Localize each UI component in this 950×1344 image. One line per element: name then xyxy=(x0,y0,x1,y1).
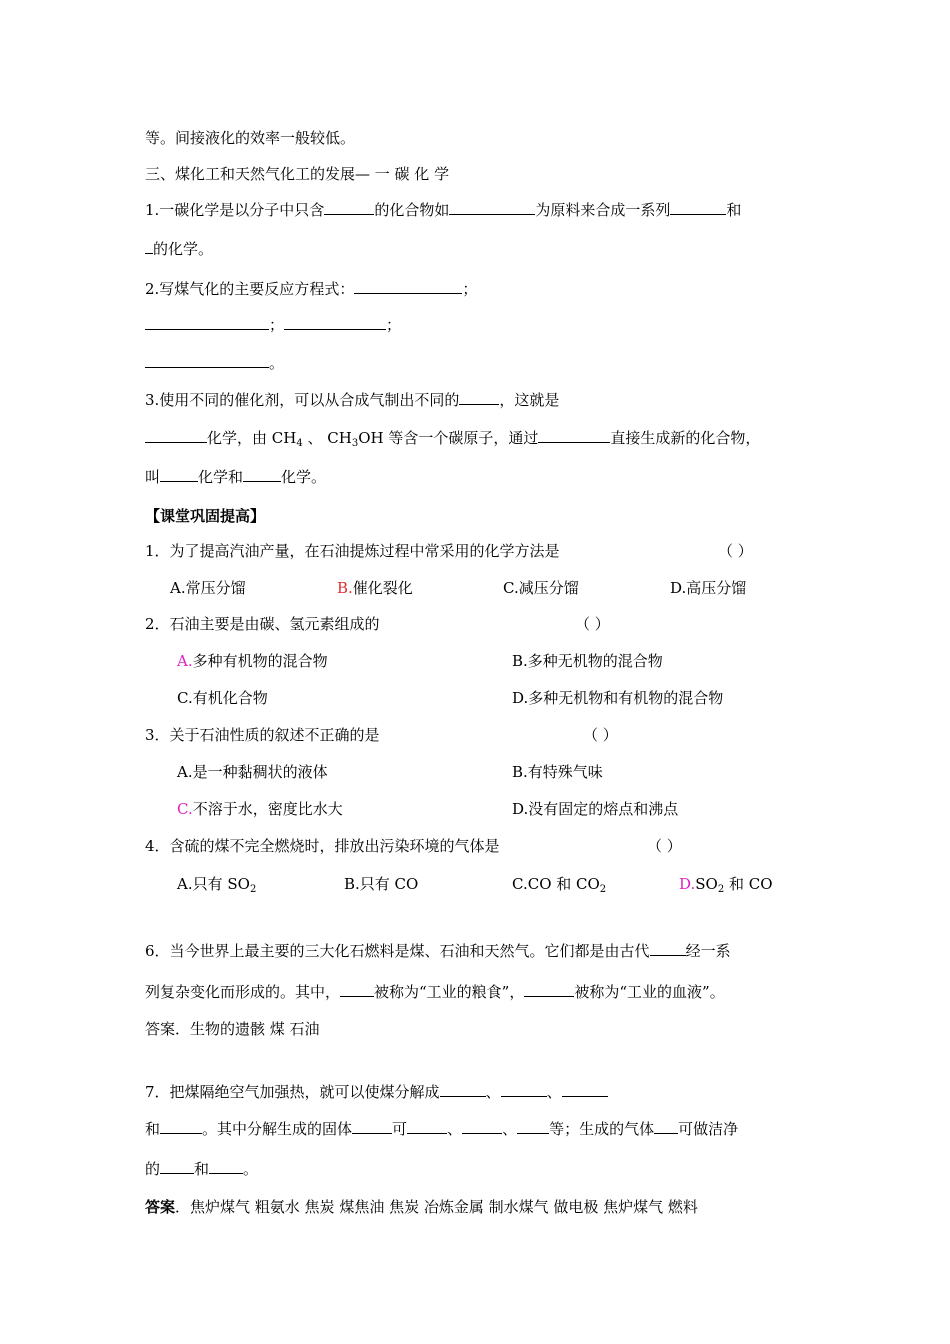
blank xyxy=(160,1159,194,1174)
blank xyxy=(243,467,281,482)
question-2-line-1: 2.写煤气化的主要反应方程式： ； xyxy=(145,280,478,298)
mc-question-4-stem: 4．含硫的煤不完全燃烧时，排放出污染环境的气体是 xyxy=(145,837,500,855)
blank xyxy=(145,239,153,254)
mc-3-option-c: C.不溶于水，密度比水大 xyxy=(177,800,343,818)
mc-1-option-c: C.减压分馏 xyxy=(503,579,579,597)
blank xyxy=(145,428,207,443)
blank xyxy=(501,1082,547,1097)
intro-line: 等。间接液化的效率一般较低。 xyxy=(145,129,356,147)
blank xyxy=(354,279,462,294)
question-7-answer: 答案．焦炉煤气 粗氨水 焦炭 煤焦油 焦炭 冶炼金属 制水煤气 做电极 焦炉煤气 燃料 xyxy=(145,1198,698,1216)
mc-2-option-a: A.多种有机物的混合物 xyxy=(177,652,328,670)
mc-4-option-c: C.CO 和 $CO_2$ xyxy=(512,875,607,895)
question-2-line-3: 。 xyxy=(145,353,284,373)
blank xyxy=(160,1119,202,1134)
blank xyxy=(449,200,535,215)
answer-parenthesis: （ ） xyxy=(718,542,753,560)
blank xyxy=(407,1119,447,1134)
question-6-answer: 答案．生物的遗骸 煤 石油 xyxy=(145,1020,320,1038)
mc-3-option-d: D.没有固定的熔点和沸点 xyxy=(512,800,679,818)
answer-parenthesis: （ ） xyxy=(583,726,618,744)
mc-2-option-b: B.多种无机物的混合物 xyxy=(512,652,663,670)
blank xyxy=(538,428,610,443)
blank xyxy=(145,353,269,368)
blank xyxy=(654,1119,678,1134)
question-7-line-1: 7．把煤隔绝空气加强热，就可以使煤分解成 、 、 xyxy=(145,1082,608,1102)
blank xyxy=(324,200,374,215)
question-2-line-2: ； ； xyxy=(145,315,401,335)
mc-1-option-b: B.催化裂化 xyxy=(337,579,413,597)
blank xyxy=(670,200,726,215)
blank xyxy=(145,315,269,330)
section-header: 【课堂巩固提高】 xyxy=(145,507,266,525)
mc-question-2-stem: 2．石油主要是由碳、氢元素组成的 xyxy=(145,615,380,633)
blank xyxy=(352,1119,392,1134)
question-6-line-1: 6．当今世界上最主要的三大化石燃料是煤、石油和天然气。它们都是由古代 经一系 xyxy=(145,942,731,960)
mc-1-option-d: D.高压分馏 xyxy=(670,579,747,597)
blank xyxy=(524,982,574,997)
mc-4-option-a: A.只有 $SO_2$ xyxy=(177,875,257,895)
mc-3-option-b: B.有特殊气味 xyxy=(512,763,603,781)
mc-question-3-stem: 3．关于石油性质的叙述不正确的是 xyxy=(145,726,380,744)
blank xyxy=(160,467,198,482)
mc-4-option-d: $D.SO_2$ 和 CO xyxy=(679,875,773,895)
blank xyxy=(340,982,374,997)
mc-2-option-c: C.有机化合物 xyxy=(177,689,268,707)
mc-1-option-a: A.常压分馏 xyxy=(170,579,246,597)
blank xyxy=(650,941,686,956)
blank xyxy=(562,1082,608,1097)
question-3-line-3: 叫 化学和 化学。 xyxy=(145,468,327,486)
blank xyxy=(462,1119,502,1134)
mc-question-1-stem: 1．为了提高汽油产量，在石油提炼过程中常采用的化学方法是 xyxy=(145,542,560,560)
mc-4-option-b: B.只有 CO xyxy=(344,875,419,893)
blank xyxy=(517,1119,549,1134)
question-1-line-1: 1.一碳化学是以分子中只含 的化合物如 为原料来合成一系列 和 xyxy=(145,201,742,219)
mc-2-option-d: D.多种无机物和有机物的混合物 xyxy=(512,689,724,707)
blank xyxy=(284,315,386,330)
answer-parenthesis: （ ） xyxy=(575,615,610,633)
blank xyxy=(459,390,499,405)
blank xyxy=(209,1159,243,1174)
question-7-line-3: 的 和 。 xyxy=(145,1160,259,1178)
blank xyxy=(440,1082,486,1097)
question-3-line-2: 化学，由 $CH_4$ 、 $CH_3OH$ 等含一个碳原子，通过 直接生成新的化合物， xyxy=(145,428,760,448)
question-1-line-2: 的化学。 xyxy=(145,239,213,259)
question-6-line-2: 列复杂变化而形成的。其中， 被称为“工业的粮食”， 被称为“工业的血液”。 xyxy=(145,983,725,1001)
question-3-line-1: 3.使用不同的催化剂，可以从合成气制出不同的 ，这就是 xyxy=(145,391,560,409)
question-7-line-2: 和 。其中分解生成的固体 可 、 、 等；生成的气体 可做洁净 xyxy=(145,1120,739,1138)
section-3-title: 三、煤化工和天然气化工的发展— 一 碳 化 学 xyxy=(145,165,450,183)
mc-3-option-a: A.是一种黏稠状的液体 xyxy=(177,763,328,781)
answer-parenthesis: （ ） xyxy=(647,837,682,855)
